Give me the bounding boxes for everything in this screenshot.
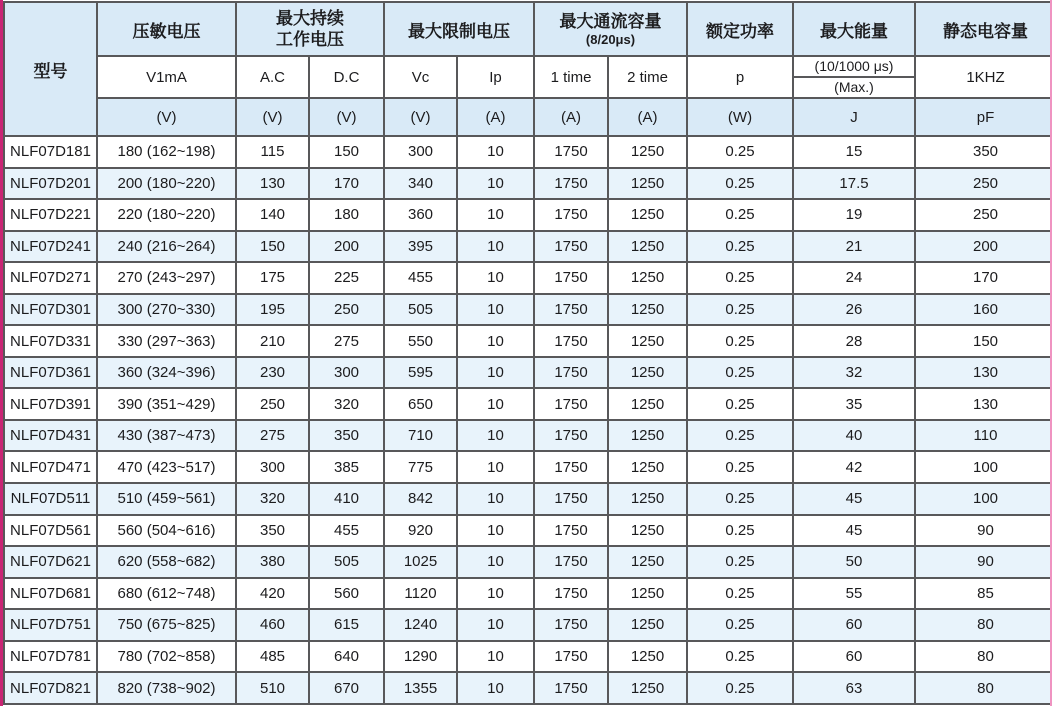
- value-cell: 10: [457, 420, 534, 452]
- table-row: [4, 672, 1052, 704]
- value-cell: 45: [793, 483, 915, 515]
- value-cell: 150: [309, 136, 384, 168]
- table-row: [4, 641, 1052, 673]
- unit-capacitance: pF: [915, 98, 1052, 136]
- value-cell: 300: [236, 451, 309, 483]
- value-cell: 85: [915, 578, 1052, 610]
- model-cell: NLF07D471: [4, 451, 97, 483]
- table-row: [4, 325, 1052, 357]
- value-cell: 0.25: [687, 546, 793, 578]
- value-cell: 505: [309, 546, 384, 578]
- value-cell: 200: [915, 231, 1052, 263]
- value-cell: 1750: [534, 294, 608, 326]
- value-cell: 1250: [608, 672, 687, 704]
- value-cell: 28: [793, 325, 915, 357]
- unit-ip: (A): [457, 98, 534, 136]
- value-cell: 90: [915, 546, 1052, 578]
- energy-pulse-spec: (10/1000 μs): [794, 57, 914, 78]
- table-row: [4, 546, 1052, 578]
- value-cell: 55: [793, 578, 915, 610]
- subheader-energy-split: [793, 56, 915, 98]
- value-cell: 640: [309, 641, 384, 673]
- max-surge-title: 最大通流容量: [559, 11, 662, 31]
- col-group-max-energy: 最大能量: [793, 2, 915, 56]
- value-cell: 0.25: [687, 420, 793, 452]
- col-group-max-continuous-voltage: [236, 2, 384, 56]
- value-cell: 110: [915, 420, 1052, 452]
- value-cell: 240 (216~264): [97, 231, 236, 263]
- table-row: [4, 515, 1052, 547]
- value-cell: 45: [793, 515, 915, 547]
- model-cell: NLF07D781: [4, 641, 97, 673]
- unit-vc: (V): [384, 98, 457, 136]
- value-cell: 360 (324~396): [97, 357, 236, 389]
- value-cell: 410: [309, 483, 384, 515]
- value-cell: 10: [457, 546, 534, 578]
- value-cell: 32: [793, 357, 915, 389]
- value-cell: 350: [236, 515, 309, 547]
- value-cell: 1750: [534, 199, 608, 231]
- value-cell: 550: [384, 325, 457, 357]
- table-row: [4, 483, 1052, 515]
- header-unit-row: [4, 98, 1052, 136]
- value-cell: 10: [457, 578, 534, 610]
- value-cell: 10: [457, 199, 534, 231]
- value-cell: 35: [793, 388, 915, 420]
- value-cell: 130: [236, 168, 309, 200]
- unit-2time: (A): [608, 98, 687, 136]
- value-cell: 180: [309, 199, 384, 231]
- value-cell: 60: [793, 609, 915, 641]
- model-cell: NLF07D331: [4, 325, 97, 357]
- value-cell: 820 (738~902): [97, 672, 236, 704]
- value-cell: 485: [236, 641, 309, 673]
- value-cell: 115: [236, 136, 309, 168]
- value-cell: 775: [384, 451, 457, 483]
- value-cell: 10: [457, 325, 534, 357]
- value-cell: 100: [915, 483, 1052, 515]
- model-cell: NLF07D681: [4, 578, 97, 610]
- value-cell: 0.25: [687, 231, 793, 263]
- model-cell: NLF07D561: [4, 515, 97, 547]
- value-cell: 1750: [534, 641, 608, 673]
- value-cell: 360: [384, 199, 457, 231]
- value-cell: 1750: [534, 136, 608, 168]
- value-cell: 0.25: [687, 199, 793, 231]
- unit-dc: (V): [309, 98, 384, 136]
- value-cell: 560 (504~616): [97, 515, 236, 547]
- value-cell: 0.25: [687, 672, 793, 704]
- model-cell: NLF07D751: [4, 609, 97, 641]
- value-cell: 0.25: [687, 294, 793, 326]
- table-row: [4, 231, 1052, 263]
- table-body: [4, 136, 1052, 704]
- value-cell: 100: [915, 451, 1052, 483]
- value-cell: 130: [915, 357, 1052, 389]
- value-cell: 330 (297~363): [97, 325, 236, 357]
- subheader-dc: D.C: [309, 56, 384, 98]
- unit-p: (W): [687, 98, 793, 136]
- value-cell: 21: [793, 231, 915, 263]
- value-cell: 460: [236, 609, 309, 641]
- value-cell: 26: [793, 294, 915, 326]
- model-cell: NLF07D821: [4, 672, 97, 704]
- unit-v1ma: (V): [97, 98, 236, 136]
- value-cell: 150: [915, 325, 1052, 357]
- value-cell: 0.25: [687, 136, 793, 168]
- value-cell: 1250: [608, 325, 687, 357]
- value-cell: 270 (243~297): [97, 262, 236, 294]
- value-cell: 1025: [384, 546, 457, 578]
- value-cell: 10: [457, 357, 534, 389]
- value-cell: 15: [793, 136, 915, 168]
- value-cell: 1240: [384, 609, 457, 641]
- value-cell: 510 (459~561): [97, 483, 236, 515]
- value-cell: 780 (702~858): [97, 641, 236, 673]
- value-cell: 380: [236, 546, 309, 578]
- model-cell: NLF07D391: [4, 388, 97, 420]
- value-cell: 275: [236, 420, 309, 452]
- value-cell: 1250: [608, 609, 687, 641]
- value-cell: 1750: [534, 451, 608, 483]
- unit-energy: J: [793, 98, 915, 136]
- value-cell: 80: [915, 672, 1052, 704]
- value-cell: 1250: [608, 578, 687, 610]
- value-cell: 1750: [534, 578, 608, 610]
- value-cell: 710: [384, 420, 457, 452]
- subheader-1khz: 1KHZ: [915, 56, 1052, 98]
- value-cell: 505: [384, 294, 457, 326]
- max-surge-waveform-note: (8/20μs): [585, 31, 636, 47]
- value-cell: 1750: [534, 231, 608, 263]
- col-group-varistor-voltage: 压敏电压: [97, 2, 236, 56]
- spec-table: [3, 1, 1052, 705]
- table-row: [4, 578, 1052, 610]
- table-row: [4, 136, 1052, 168]
- value-cell: 1250: [608, 294, 687, 326]
- value-cell: 0.25: [687, 357, 793, 389]
- value-cell: 1250: [608, 451, 687, 483]
- table-row: [4, 168, 1052, 200]
- model-cell: NLF07D201: [4, 168, 97, 200]
- table-row: [4, 388, 1052, 420]
- subheader-v1ma: V1mA: [97, 56, 236, 98]
- value-cell: 350: [915, 136, 1052, 168]
- value-cell: 300: [309, 357, 384, 389]
- value-cell: 150: [236, 231, 309, 263]
- subheader-1time: 1 time: [534, 56, 608, 98]
- value-cell: 1250: [608, 546, 687, 578]
- value-cell: 430 (387~473): [97, 420, 236, 452]
- value-cell: 10: [457, 672, 534, 704]
- value-cell: 160: [915, 294, 1052, 326]
- subheader-ac: A.C: [236, 56, 309, 98]
- value-cell: 1750: [534, 483, 608, 515]
- value-cell: 1290: [384, 641, 457, 673]
- value-cell: 1250: [608, 420, 687, 452]
- model-cell: NLF07D271: [4, 262, 97, 294]
- table-row: [4, 451, 1052, 483]
- value-cell: 0.25: [687, 609, 793, 641]
- value-cell: 0.25: [687, 168, 793, 200]
- header-sub-row: [4, 56, 1052, 98]
- value-cell: 320: [309, 388, 384, 420]
- value-cell: 0.25: [687, 641, 793, 673]
- value-cell: 130: [915, 388, 1052, 420]
- value-cell: 300: [384, 136, 457, 168]
- value-cell: 1750: [534, 672, 608, 704]
- value-cell: 140: [236, 199, 309, 231]
- model-cell: NLF07D301: [4, 294, 97, 326]
- value-cell: 10: [457, 609, 534, 641]
- value-cell: 0.25: [687, 451, 793, 483]
- subheader-vc: Vc: [384, 56, 457, 98]
- value-cell: 195: [236, 294, 309, 326]
- table-row: [4, 420, 1052, 452]
- value-cell: 1250: [608, 199, 687, 231]
- value-cell: 250: [915, 168, 1052, 200]
- value-cell: 10: [457, 515, 534, 547]
- value-cell: 560: [309, 578, 384, 610]
- value-cell: 10: [457, 136, 534, 168]
- value-cell: 90: [915, 515, 1052, 547]
- col-group-static-capacitance: 静态电容量: [915, 2, 1052, 56]
- value-cell: 40: [793, 420, 915, 452]
- model-cell: NLF07D431: [4, 420, 97, 452]
- value-cell: 220 (180~220): [97, 199, 236, 231]
- value-cell: 42: [793, 451, 915, 483]
- value-cell: 10: [457, 262, 534, 294]
- value-cell: 170: [309, 168, 384, 200]
- page-edge-left-stripe: [0, 0, 3, 706]
- value-cell: 320: [236, 483, 309, 515]
- value-cell: 340: [384, 168, 457, 200]
- model-cell: NLF07D181: [4, 136, 97, 168]
- value-cell: 63: [793, 672, 915, 704]
- value-cell: 19: [793, 199, 915, 231]
- value-cell: 210: [236, 325, 309, 357]
- value-cell: 1750: [534, 357, 608, 389]
- table-row: [4, 262, 1052, 294]
- value-cell: 0.25: [687, 388, 793, 420]
- value-cell: 10: [457, 388, 534, 420]
- value-cell: 275: [309, 325, 384, 357]
- value-cell: 1355: [384, 672, 457, 704]
- value-cell: 1250: [608, 641, 687, 673]
- value-cell: 250: [309, 294, 384, 326]
- table-row: [4, 199, 1052, 231]
- max-continuous-line2: 工作电压: [276, 30, 344, 49]
- value-cell: 615: [309, 609, 384, 641]
- value-cell: 1250: [608, 515, 687, 547]
- value-cell: 1250: [608, 388, 687, 420]
- value-cell: 1250: [608, 262, 687, 294]
- col-group-max-clamping-voltage: 最大限制电压: [384, 2, 534, 56]
- value-cell: 470 (423~517): [97, 451, 236, 483]
- value-cell: 50: [793, 546, 915, 578]
- value-cell: 1250: [608, 136, 687, 168]
- value-cell: 10: [457, 294, 534, 326]
- value-cell: 620 (558~682): [97, 546, 236, 578]
- value-cell: 80: [915, 641, 1052, 673]
- value-cell: 1250: [608, 168, 687, 200]
- value-cell: 390 (351~429): [97, 388, 236, 420]
- value-cell: 1750: [534, 325, 608, 357]
- value-cell: 680 (612~748): [97, 578, 236, 610]
- value-cell: 10: [457, 483, 534, 515]
- value-cell: 750 (675~825): [97, 609, 236, 641]
- subheader-p: p: [687, 56, 793, 98]
- value-cell: 200: [309, 231, 384, 263]
- value-cell: 1750: [534, 515, 608, 547]
- value-cell: 650: [384, 388, 457, 420]
- subheader-ip: Ip: [457, 56, 534, 98]
- value-cell: 24: [793, 262, 915, 294]
- value-cell: 250: [236, 388, 309, 420]
- header-group-row: [4, 2, 1052, 56]
- value-cell: 10: [457, 451, 534, 483]
- value-cell: 1120: [384, 578, 457, 610]
- value-cell: 385: [309, 451, 384, 483]
- value-cell: 10: [457, 641, 534, 673]
- value-cell: 250: [915, 199, 1052, 231]
- value-cell: 60: [793, 641, 915, 673]
- value-cell: 200 (180~220): [97, 168, 236, 200]
- subheader-2time: 2 time: [608, 56, 687, 98]
- value-cell: 1750: [534, 420, 608, 452]
- value-cell: 230: [236, 357, 309, 389]
- value-cell: 1250: [608, 483, 687, 515]
- value-cell: 455: [384, 262, 457, 294]
- max-continuous-line1: 最大持续: [276, 8, 344, 28]
- col-header-model: 型号: [4, 2, 97, 136]
- value-cell: 10: [457, 168, 534, 200]
- value-cell: 175: [236, 262, 309, 294]
- unit-ac: (V): [236, 98, 309, 136]
- value-cell: 395: [384, 231, 457, 263]
- value-cell: 842: [384, 483, 457, 515]
- value-cell: 1750: [534, 609, 608, 641]
- value-cell: 225: [309, 262, 384, 294]
- value-cell: 80: [915, 609, 1052, 641]
- model-cell: NLF07D361: [4, 357, 97, 389]
- value-cell: 1250: [608, 231, 687, 263]
- col-group-max-surge-current: [534, 2, 687, 56]
- col-group-rated-power: 额定功率: [687, 2, 793, 56]
- model-cell: NLF07D511: [4, 483, 97, 515]
- value-cell: 1250: [608, 357, 687, 389]
- value-cell: 17.5: [793, 168, 915, 200]
- value-cell: 1750: [534, 168, 608, 200]
- model-cell: NLF07D221: [4, 199, 97, 231]
- value-cell: 0.25: [687, 483, 793, 515]
- value-cell: 455: [309, 515, 384, 547]
- unit-1time: (A): [534, 98, 608, 136]
- model-cell: NLF07D241: [4, 231, 97, 263]
- value-cell: 0.25: [687, 578, 793, 610]
- value-cell: 1750: [534, 262, 608, 294]
- value-cell: 420: [236, 578, 309, 610]
- table-row: [4, 609, 1052, 641]
- table-row: [4, 357, 1052, 389]
- value-cell: 180 (162~198): [97, 136, 236, 168]
- value-cell: 350: [309, 420, 384, 452]
- value-cell: 670: [309, 672, 384, 704]
- value-cell: 0.25: [687, 262, 793, 294]
- value-cell: 510: [236, 672, 309, 704]
- value-cell: 595: [384, 357, 457, 389]
- value-cell: 1750: [534, 546, 608, 578]
- table-row: [4, 294, 1052, 326]
- value-cell: 300 (270~330): [97, 294, 236, 326]
- value-cell: 1750: [534, 388, 608, 420]
- model-cell: NLF07D621: [4, 546, 97, 578]
- value-cell: 170: [915, 262, 1052, 294]
- energy-max-label: (Max.): [834, 79, 874, 95]
- value-cell: 10: [457, 231, 534, 263]
- value-cell: 920: [384, 515, 457, 547]
- value-cell: 0.25: [687, 515, 793, 547]
- value-cell: 0.25: [687, 325, 793, 357]
